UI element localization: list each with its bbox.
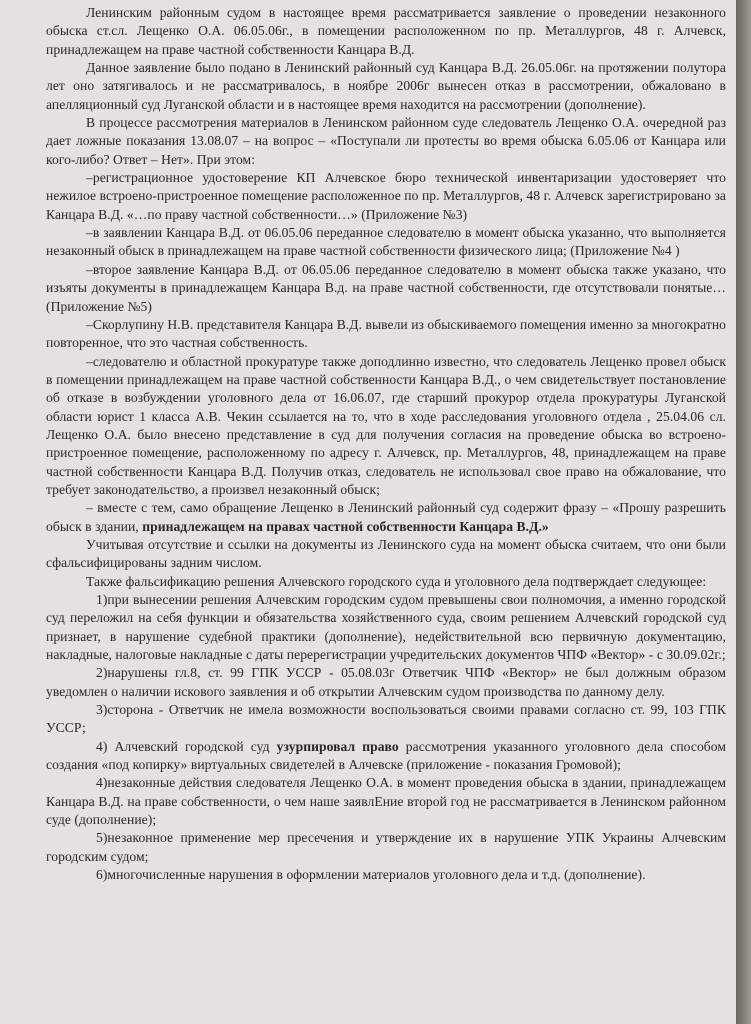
list-item: 5)незаконное применение мер пресечения и утверждение их в нарушение УПК Украины Алчевским городским судом; bbox=[46, 830, 726, 864]
paragraph: –Скорлупину Н.В. представителя Канцара В.Д. вывели из обыскиваемого помещения именно за многократно повторенное, что это частная собственность. bbox=[46, 316, 726, 351]
paragraph: Также фальсификацию решения Алчевского городского суда и уголовного дела подтверждает следующее: bbox=[86, 573, 707, 589]
list-item: 2)нарушены гл.8, ст. 99 ГПК УССР - 05.08.03г Ответчик ЧПФ «Вектор» не был должным образом уведомлен о наличии искового заявления и об открытии Алчевским судом производства по данному делу. bbox=[46, 665, 726, 699]
paragraph: Данное заявление было подано в Ленинский районный суд Канцара В.Д. 26.05.06г. на протяжении полутора лет оно затягивалось и не рассматривалось, в ноябре 2006г вынесен отказ в рассмотрении, обжаловано в апелляционный суд Луганской области и в настоящее время находится на рассмотрении (дополнение). bbox=[46, 60, 726, 112]
document-body bbox=[46, 4, 726, 885]
paragraph: Учитывая отсутствие и ссылки на документы из Ленинского суда на момент обыска считаем, что они были сфальсифицированы задним числом. bbox=[46, 536, 726, 571]
list-item-text: 4) Алчевский городской суд bbox=[96, 738, 277, 754]
paragraph: –следователю и областной прокуратуре также доподлинно известно, что следователь Лещенко провел обыск в помещении принадлежащем на праве частной собственности Канцара В.Д., о чем свидетельствует постановление об отказе в возбуждении уголовного дела от 16.06.07, где старший прокурор отдела прокуратуры Луганской области юрист 1 класса А.В. Чекин ссылается на то, что в ходе расследования уголовного отдела , 25.04.06 сл. Лещенко О.А. было внесено представление в суд для получения согласия на проведение обыска во встроено-пристроенное помещение, расположенному по адресу г. Алчевск, пр. Металлургов, 48, принадлежащем на праве частной собственности Канцара В.Д. Получив отказ, следователь не использовал свое право на обжалование, что требует законодательство, а произвел незаконный обыск; bbox=[46, 353, 726, 497]
list-item: 3)сторона - Ответчик не имела возможности воспользоваться своими правами согласно ст. 99, 103 ГПК УССР; bbox=[46, 702, 726, 736]
paragraph: Ленинским районным судом в настоящее время рассматривается заявление о проведении незаконного обыска ст.сл. Лещенко О.А. 06.05.06г., в помещении расположенном по пр. Металлургов, 48 г. Алчевск, принадлежащем на праве частной собственности Канцара В.Д. bbox=[46, 5, 726, 57]
page-edge-shadow bbox=[736, 0, 751, 1024]
list-item: 1)при вынесении решения Алчевским городским судом превышены свои полномочия, а именно городской суд переложил на себя функции и обязательства хозяйственного суда, своим решением Алчевский городской суд признает, в нарушение судебной практики (дополнение), недействительной всю первичную документацию, накладные, налоговые накладные с даты перерегистрации учредительских документов ЧПФ «Вектор» - с 30.09.02г.; bbox=[46, 592, 726, 663]
paragraph bbox=[46, 499, 726, 536]
list-item-text-after: рассмотрения указанного уголовного дела способом создания «под копирку» виртуальных свидетелей в Алчевске (приложение - показания Громовой); bbox=[46, 738, 726, 773]
list-item bbox=[46, 738, 726, 775]
list-item: 4)незаконные действия следователя Лещенко О.А. в момент проведения обыска в здании, принадлежащем Канцара В.Д. на праве собственности, о чем наше заявлЕние второй год не рассматривается в Ленинском районном суде (дополнение); bbox=[46, 775, 726, 828]
list-item-bold-text: узурпировал право bbox=[276, 738, 399, 754]
paragraph: –регистрационное удостоверение КП Алчевское бюро технической инвентаризации удостоверяет что нежилое встроено-пристроенное помещение расположенное по пр. Металлургов, 48 г. Алчевск зарегистрировано за Канцара В.Д. «…по праву частной собственности…» (Приложение №3) bbox=[46, 170, 726, 222]
paragraph: В процессе рассмотрения материалов в Ленинском районном суде следователь Лещенко О.А. очередной раз дает ложные показания 13.08.07 – на вопрос – «Поступали ли протесты во время обыска 6.05.06 от Канцара или кого-либо? Ответ – Нет». При этом: bbox=[46, 115, 726, 167]
paragraph-text: – вместе с тем, само обращение Лещенко в Ленинский районный суд содержит фразу – «Прошу разрешить обыск в здании, bbox=[46, 500, 726, 534]
paragraph: –в заявлении Канцара В.Д. от 06.05.06 переданное следователю в момент обыска указанно, что выполняется незаконный обыск в принадлежащем на праве частной собственности физического лица; (Приложение №4 ) bbox=[46, 225, 726, 259]
paragraph-bold-text: принадлежащем на правах частной собственности Канцара В.Д.» bbox=[142, 518, 549, 534]
paragraph: –второе заявление Канцара В.Д. от 06.05.06 переданное следователю в момент обыска также указано, что изъяты документы в принадлежащем Канцара В.д. на праве частной собственности, где отсутствовали понятые… (Приложение №5) bbox=[46, 261, 726, 314]
list-item: 6)многочисленные нарушения в оформлении материалов уголовного дела и т.д. (дополнение). bbox=[96, 867, 646, 883]
